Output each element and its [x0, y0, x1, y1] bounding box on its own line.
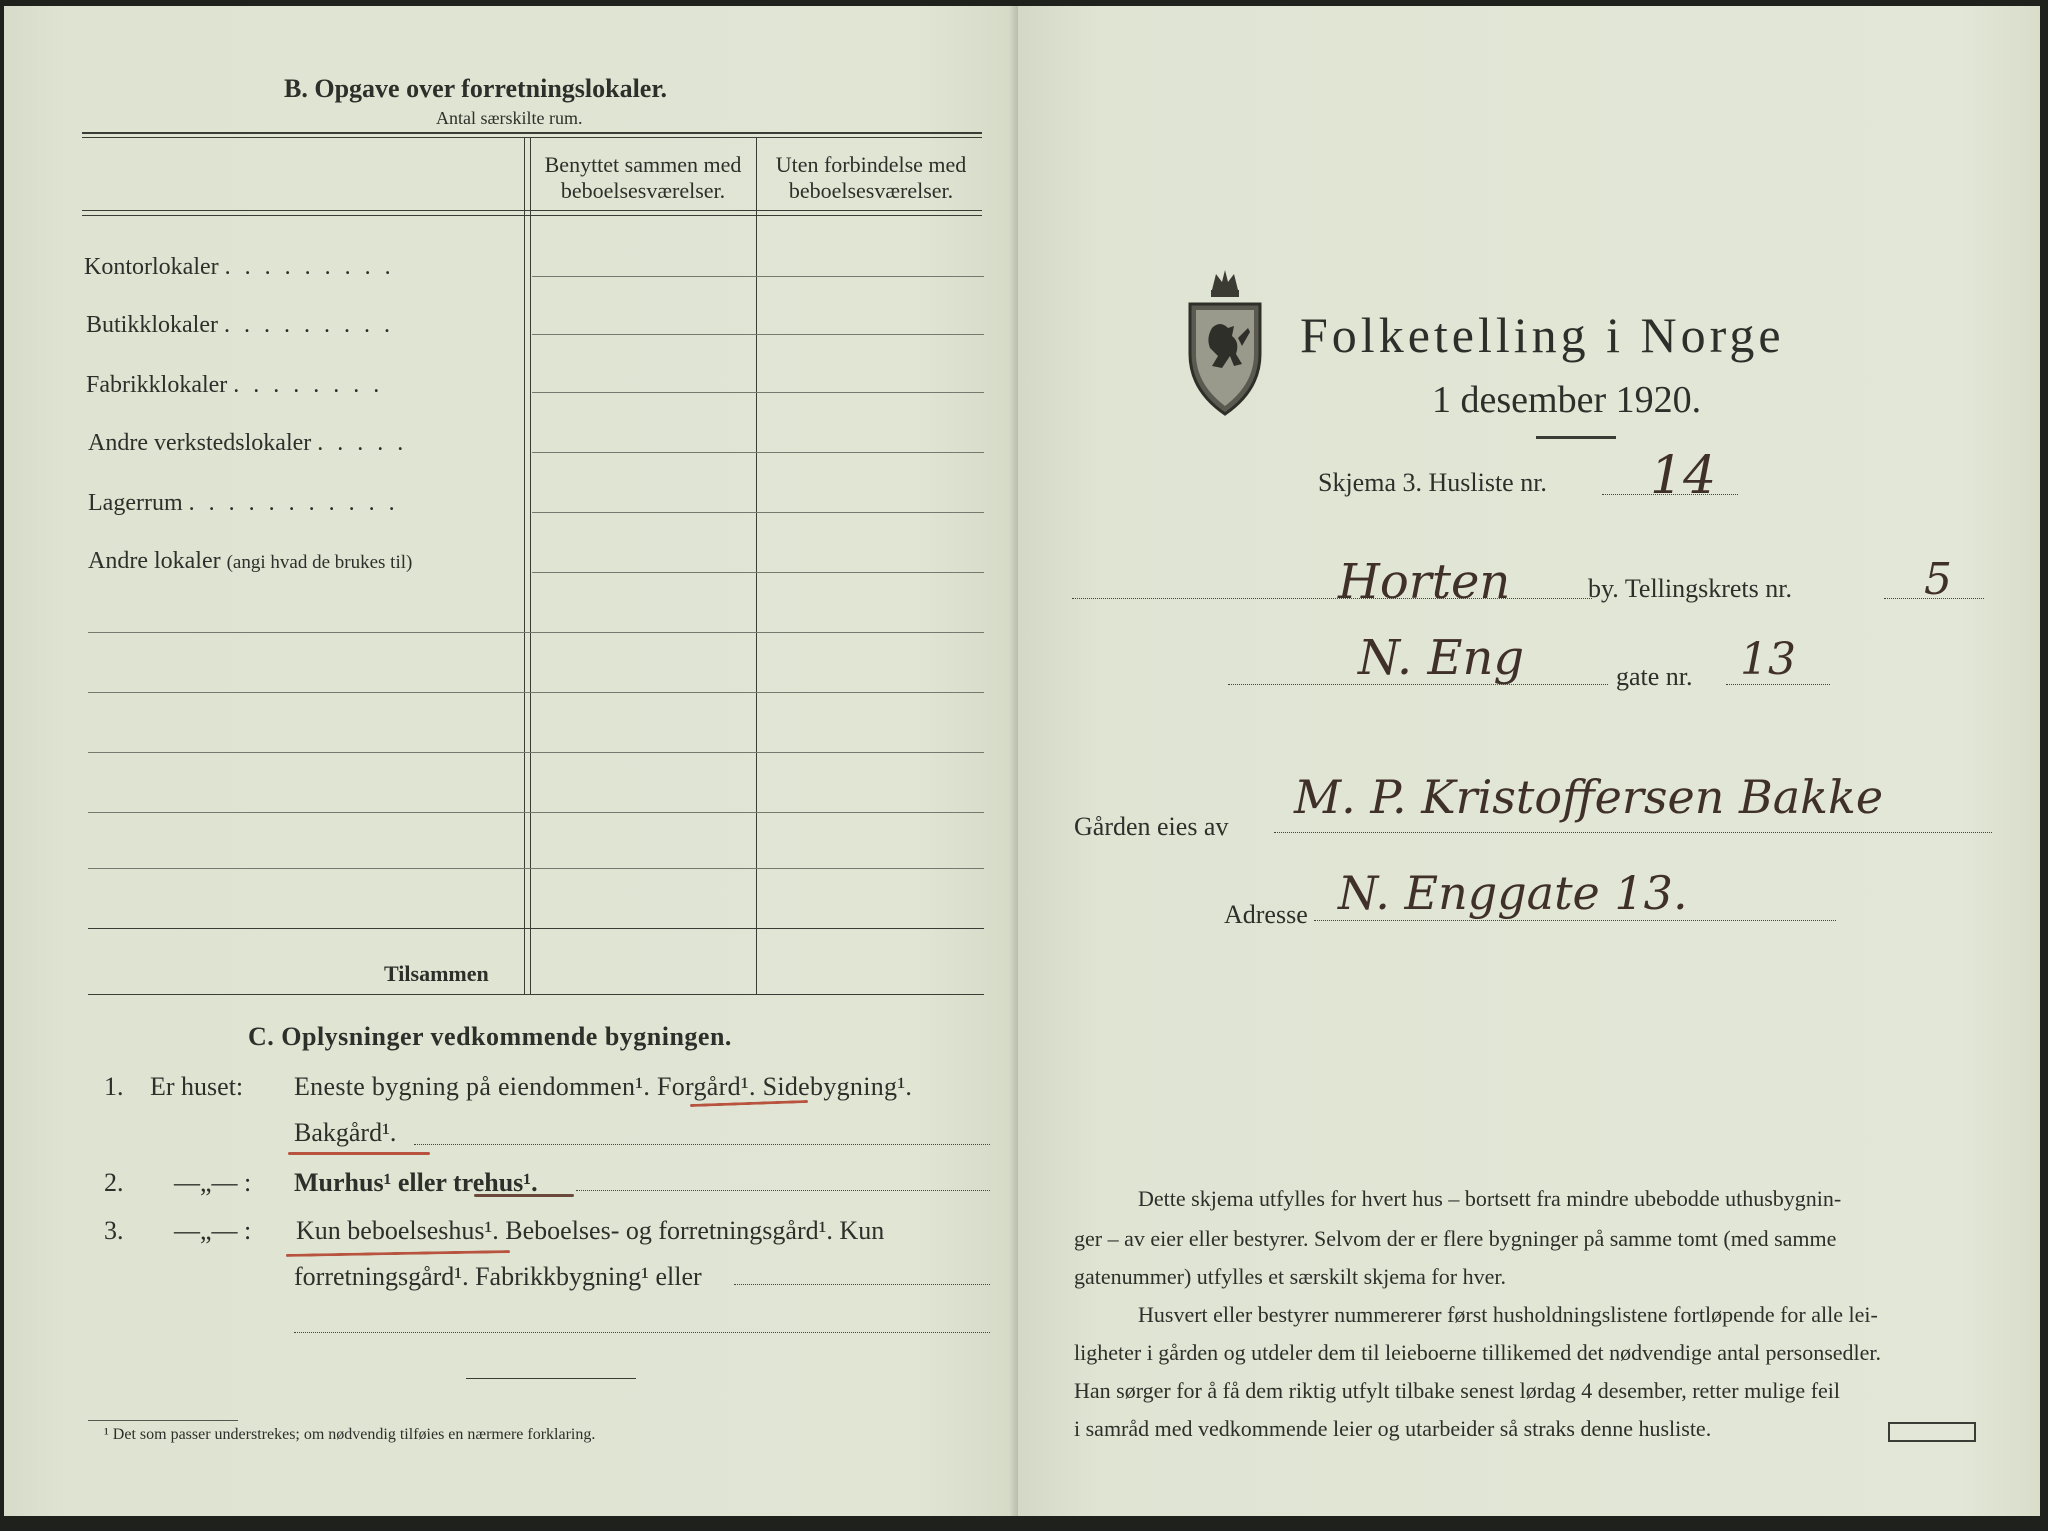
- instruction-line: ligheter i gården og utdeler dem til leieboerne tillikemed det nødvendige antal personsedler.: [1074, 1340, 1882, 1365]
- eier-label: Gården eies av: [1074, 812, 1229, 841]
- husliste-number[interactable]: 14: [1650, 446, 1717, 506]
- table-col-divider-1b: [530, 137, 531, 995]
- census-form-sheet: [4, 6, 2040, 1516]
- form-date: 1 desember 1920.: [1432, 379, 1702, 421]
- item-1-lead: Er huset:: [150, 1072, 244, 1101]
- table-header-bottom-rule: [82, 210, 982, 211]
- item-2-number: 2.: [104, 1168, 124, 1197]
- instruction-line: i samråd med vedkommende leier og utarbeider så straks denne husliste.: [1074, 1416, 1712, 1441]
- item-2-lead: —„— :: [174, 1168, 252, 1197]
- date-underline: [1536, 436, 1616, 439]
- right-page: [1018, 6, 2040, 1516]
- row-rule: [88, 812, 984, 813]
- table-top-rule-thin: [82, 137, 982, 138]
- adresse-value[interactable]: N. Enggate 13.: [1338, 866, 1688, 920]
- krets-number[interactable]: 5: [1924, 554, 1952, 605]
- fill-line: [294, 1332, 990, 1333]
- instruction-line: gatenummer) utfylles et særskilt skjema for hver.: [1074, 1264, 1506, 1289]
- row-rule: [532, 276, 984, 277]
- item-1-text: Eneste bygning på eiendommen¹. Forgård¹. Sidebygning¹.: [294, 1072, 913, 1101]
- gate-value[interactable]: N. Eng: [1358, 630, 1525, 686]
- table-top-rule: [82, 132, 982, 134]
- table-col-divider-1: [524, 137, 525, 995]
- underline-bakgard: [288, 1152, 430, 1155]
- eier-value[interactable]: M. P. Kristoffersen Bakke: [1294, 770, 1884, 824]
- by-fill-line[interactable]: [1072, 598, 1592, 599]
- col1-header-line1: Benyttet sammen med: [544, 152, 742, 177]
- printer-stamp: [1888, 1422, 1976, 1442]
- left-page: [4, 6, 1018, 1516]
- gate-number[interactable]: 13: [1740, 634, 1796, 685]
- row-label-butikk: Butikklokaler . . . . . . . . .: [86, 312, 394, 338]
- instruction-line: Han sørger for å få dem riktig utfylt tilbake senest lørdag 4 desember, retter mulige feil: [1074, 1378, 1841, 1403]
- item-2-text: Murhus¹ eller trehus¹.: [294, 1168, 538, 1197]
- row-rule: [88, 868, 984, 869]
- instruction-line: Husvert eller bestyrer nummererer først husholdningslistene fortløpende for alle lei-: [1138, 1302, 1878, 1327]
- item-1-number: 1.: [104, 1072, 124, 1101]
- row-rule: [532, 452, 984, 453]
- item-3-text2: forretningsgård¹. Fabrikkbygning¹ eller: [294, 1262, 702, 1291]
- row-rule: [532, 512, 984, 513]
- section-c-title: C. Oplysninger vedkommende bygningen.: [248, 1022, 732, 1051]
- total-label: Tilsammen: [384, 961, 489, 986]
- gate-label: gate nr.: [1616, 662, 1693, 691]
- adresse-label: Adresse: [1224, 900, 1308, 929]
- row-rule: [532, 334, 984, 335]
- table-header-bottom-rule-2: [82, 215, 982, 216]
- item-3-number: 3.: [104, 1216, 124, 1245]
- row-rule: [532, 392, 984, 393]
- form-title: Folketelling i Norge: [1300, 307, 1785, 363]
- footnote: ¹ Det som passer understrekes; om nødvendig tilføies en nærmere forklaring.: [104, 1426, 596, 1443]
- section-b-title: B. Opgave over forretningslokaler.: [284, 74, 668, 103]
- instruction-line: ger – av eier eller bestyrer. Selvom der er flere bygninger på samme tomt (med samme: [1074, 1226, 1837, 1251]
- separator-rule: [466, 1378, 636, 1379]
- table-col-divider-2: [756, 137, 757, 995]
- fill-line: [414, 1144, 990, 1145]
- item-3-text: Kun beboelseshus¹. Beboelses- og forretningsgård¹. Kun: [296, 1216, 885, 1245]
- row-label-fabrikk: Fabrikklokaler . . . . . . . .: [86, 372, 384, 398]
- row-label-andre: Andre lokaler (angi hvad de brukes til): [88, 548, 413, 574]
- adresse-fill-line[interactable]: [1314, 920, 1836, 921]
- col2-header-line1: Uten forbindelse med: [775, 152, 967, 177]
- col1-header-line2: beboelsesværelser.: [560, 178, 726, 203]
- row-rule: [88, 632, 984, 633]
- footnote-rule: [88, 1420, 238, 1421]
- fill-line: [734, 1284, 990, 1285]
- row-rule: [532, 572, 984, 573]
- item-1-text2: Bakgård¹.: [294, 1118, 397, 1147]
- by-label: by. Tellingskrets nr.: [1588, 574, 1793, 603]
- col2-header-line2: beboelsesværelser.: [788, 178, 954, 203]
- fill-line: [576, 1190, 990, 1191]
- total-bottom-rule: [88, 994, 984, 995]
- skjema-label: Skjema 3. Husliste nr.: [1318, 468, 1547, 497]
- total-top-rule: [88, 928, 984, 929]
- row-label-lager: Lagerrum . . . . . . . . . . .: [88, 490, 399, 516]
- row-rule: [88, 752, 984, 753]
- row-label-verksted: Andre verkstedslokaler . . . . .: [88, 430, 408, 456]
- underline-kun-beboelseshus: [286, 1250, 510, 1257]
- row-label-kontor: Kontorlokaler . . . . . . . . .: [84, 254, 395, 280]
- eier-fill-line[interactable]: [1274, 832, 1992, 833]
- item-3-lead: —„— :: [174, 1216, 252, 1245]
- instruction-line: Dette skjema utfylles for hvert hus – bortsett fra mindre ubebodde uthusbygnin-: [1138, 1186, 1842, 1211]
- norwegian-coat-of-arms-icon: [1182, 268, 1268, 423]
- section-b-subtitle: Antal særskilte rum.: [436, 108, 583, 128]
- by-value[interactable]: Horten: [1338, 554, 1511, 610]
- underline-trehus: [474, 1194, 574, 1197]
- row-rule: [88, 692, 984, 693]
